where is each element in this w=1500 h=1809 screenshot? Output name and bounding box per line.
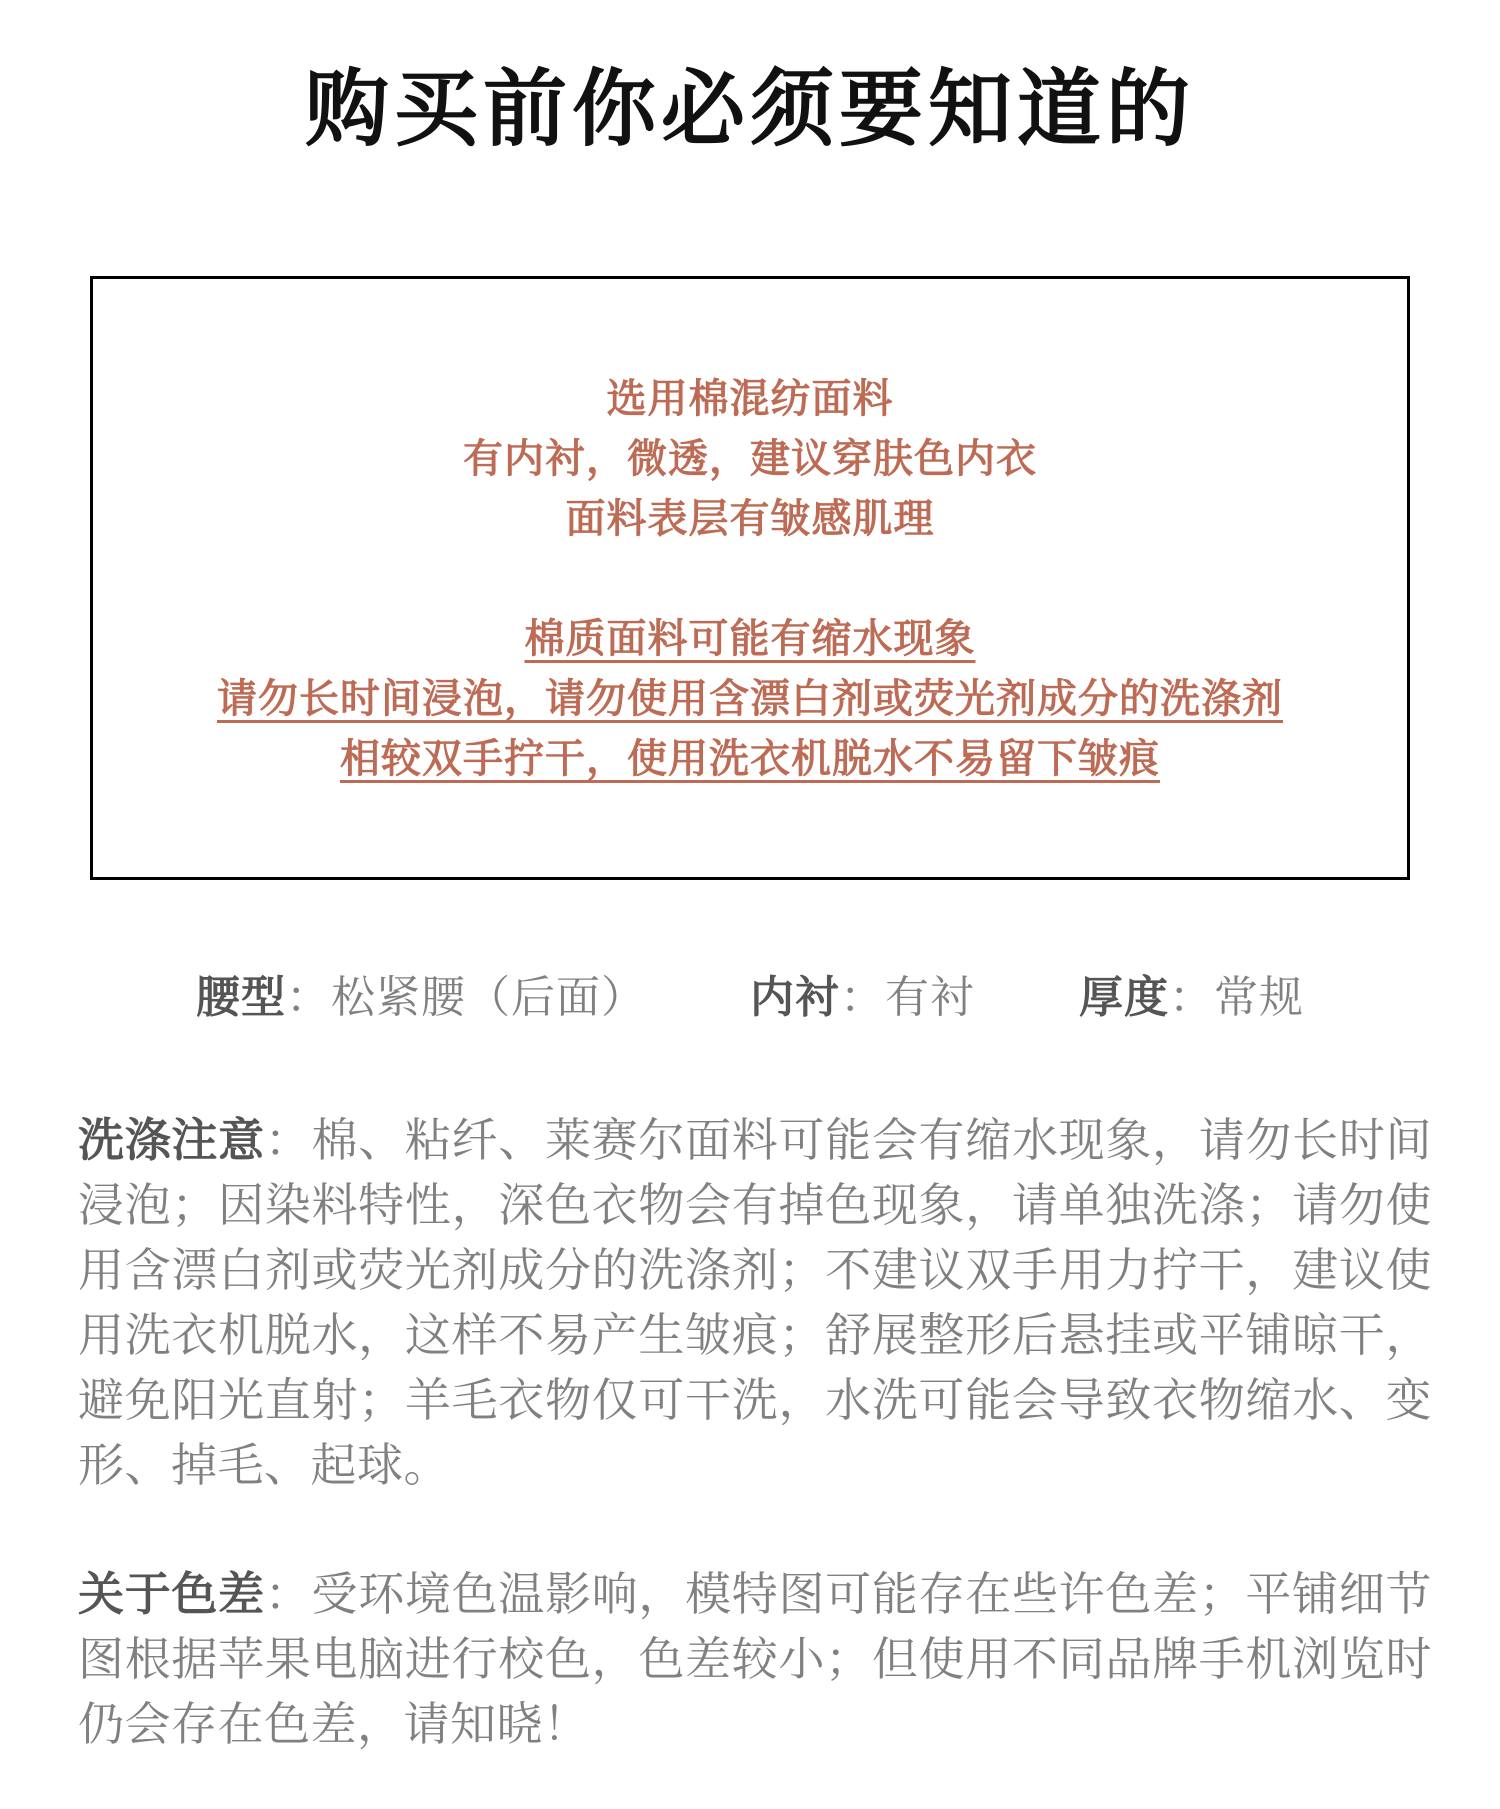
fabric-line-1: 选用棉混纺面料	[606, 376, 894, 421]
attribute-waist-type-label: 腰型	[196, 972, 286, 1022]
attributes-row	[0, 966, 1500, 1030]
attribute-thickness-value: ：常规	[1169, 972, 1304, 1022]
attribute-lining	[750, 966, 975, 1030]
attribute-thickness	[1079, 966, 1304, 1030]
care-line-1: 棉质面料可能有缩水现象	[524, 616, 976, 661]
attribute-lining-label: 内衬	[750, 972, 840, 1022]
color-difference-text: ：受环境色温影响，模特图可能存在些许色差；平铺细节图根据苹果电脑进行校色，色差较小；但使用不同品牌手机浏览时仍会存在色差，请知晓！	[78, 1567, 1433, 1750]
care-line-3: 相较双手拧干，使用洗衣机脱水不易留下皱痕	[340, 736, 1160, 781]
shrink-warning-group	[93, 609, 1407, 789]
washing-notes-paragraph	[0, 1108, 1500, 1498]
color-difference-label: 关于色差	[78, 1567, 265, 1620]
fabric-info-group	[93, 369, 1407, 549]
attribute-thickness-label: 厚度	[1079, 972, 1169, 1022]
attribute-lining-value: ：有衬	[840, 972, 975, 1022]
attribute-waist-type-value: ：松紧腰（后面）	[286, 972, 646, 1022]
washing-notes-label: 洗涤注意	[78, 1113, 265, 1166]
notice-box	[90, 276, 1410, 880]
page-title: 购买前你必须要知道的	[304, 62, 1195, 156]
color-difference-paragraph	[0, 1562, 1500, 1757]
fabric-line-3: 面料表层有皱感肌理	[565, 496, 935, 541]
care-line-2: 请勿长时间浸泡，请勿使用含漂白剂或荧光剂成分的洗涤剂	[217, 676, 1283, 721]
washing-notes-text: ：棉、粘纤、莱赛尔面料可能会有缩水现象，请勿长时间浸泡；因染料特性，深色衣物会有掉色现象，请单独洗涤；请勿使用含漂白剂或荧光剂成分的洗涤剂；不建议双手用力拧干，建议使用洗衣机脱水，这样不易产生皱痕；舒展整形后悬挂或平铺晾干，避免阳光直射；羊毛衣物仅可干洗，水洗可能会导致衣物缩水、变形、掉毛、起球。	[78, 1113, 1433, 1491]
attribute-waist-type	[196, 966, 646, 1030]
fabric-line-2: 有内衬，微透，建议穿肤色内衣	[463, 436, 1037, 481]
